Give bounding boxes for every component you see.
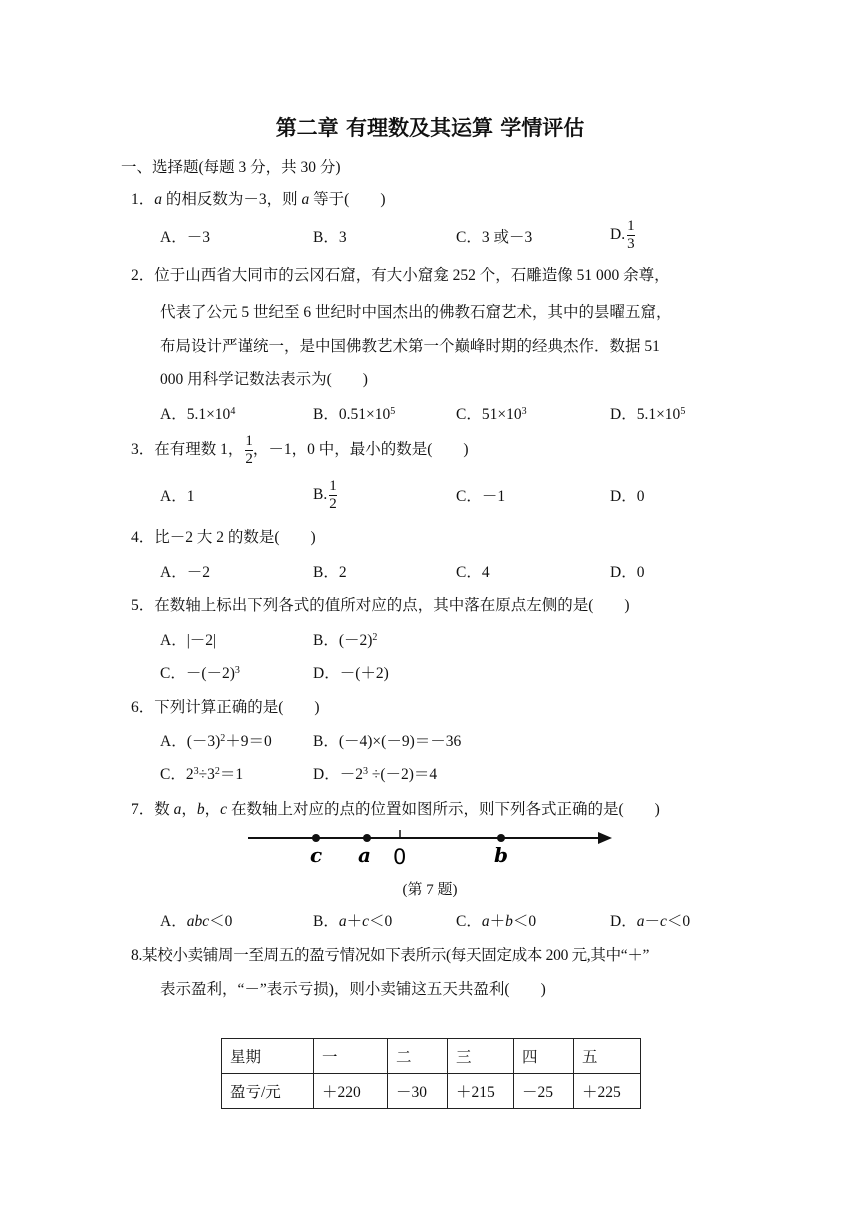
figure-caption: (第 7 题)	[402, 882, 458, 898]
table-cell: 三	[448, 1039, 514, 1074]
q6-option-b: B．(－4)×(－9)＝－36	[313, 733, 462, 750]
table-row	[222, 1039, 641, 1074]
table-cell: 盈亏/元	[222, 1074, 314, 1109]
point-b	[497, 834, 505, 842]
question-2-line-1: 2．位于山西省大同市的云冈石窟，有大小窟龛 252 个，石雕造像 51 000 余尊，	[131, 267, 670, 284]
q7-option-a: A．abc＜0	[160, 913, 233, 930]
question-2-line-2: 代表了公元 5 世纪至 6 世纪时中国杰出的佛教石窟艺术，其中的昙曜五窟，	[160, 304, 672, 321]
label-b: b	[494, 843, 508, 867]
q1-option-c: C．3 或－3	[456, 229, 533, 246]
q3-option-d: D．0	[610, 488, 645, 505]
question-2-line-4: 000 用科学记数法表示为( )	[160, 371, 368, 388]
profit-loss-table	[221, 1038, 641, 1109]
q7-option-d: D．a－c＜0	[610, 913, 691, 930]
q3-option-a: A．1	[160, 488, 195, 505]
label-c: c	[310, 843, 323, 867]
table-cell: －30	[388, 1074, 448, 1109]
table-cell: ＋215	[448, 1074, 514, 1109]
table-cell: 星期	[222, 1039, 314, 1074]
table-cell: －25	[514, 1074, 574, 1109]
q3-option-b: B. $\frac{1}{2}$	[313, 478, 337, 512]
q4-option-c: C．4	[456, 564, 490, 581]
table-cell: ＋220	[314, 1074, 388, 1109]
question-7-stem: 7．数 a，b，c 在数轴上对应的点的位置如图所示，则下列各式正确的是( )	[131, 801, 660, 818]
question-1-stem: 1．a 的相反数为－3，则 a 等于( )	[131, 191, 386, 208]
table-cell: ＋225	[574, 1074, 641, 1109]
q4-option-d: D．0	[610, 564, 645, 581]
q3-option-c: C．－1	[456, 488, 506, 505]
label-zero: 0	[393, 845, 407, 869]
section-heading: 一、选择题(每题 3 分，共 30 分)	[121, 159, 341, 176]
point-c	[312, 834, 320, 842]
table-cell: 二	[388, 1039, 448, 1074]
fraction: $\frac{1}{2}$	[329, 478, 337, 512]
q1-option-b: B．3	[313, 229, 347, 246]
q5-option-a: A．|－2|	[160, 632, 217, 649]
q4-option-b: B．2	[313, 564, 347, 581]
q5-option-c: C．$-(-2)^3$	[160, 665, 240, 682]
q2-option-d: D．$5.1\times 10^5$	[610, 406, 686, 423]
q6-option-c: C．$2^3\div 3^2=1$	[160, 766, 244, 783]
question-2-line-3: 布局设计严谨统一，是中国佛教艺术第一个巅峰时期的经典杰作．数据 51	[160, 338, 660, 355]
q5-option-b: B．$(-2)^2$	[313, 632, 378, 649]
question-8-line-1: 8.某校小卖铺周一至周五的盈亏情况如下表所示(每天固定成本 200 元,其中“＋”	[131, 947, 650, 964]
label-a: a	[358, 843, 371, 867]
question-3-stem: 3．在有理数 1， $\frac{1}{2}$ ，－1，0 中，最小的数是( )	[131, 433, 469, 467]
question-6-stem: 6．下列计算正确的是( )	[131, 699, 320, 716]
page-title: 第二章 有理数及其运算 学情评估	[275, 116, 585, 140]
question-5-stem: 5．在数轴上标出下列各式的值所对应的点，其中落在原点左侧的是( )	[131, 597, 630, 614]
q1-option-d: D. $\frac{1}{3}$	[610, 218, 635, 252]
table-cell: 一	[314, 1039, 388, 1074]
q7-option-b: B．a＋c＜0	[313, 913, 393, 930]
number-line-figure	[240, 824, 620, 872]
point-a	[363, 834, 371, 842]
q7-option-c: C．a＋b＜0	[456, 913, 537, 930]
axis-arrow	[598, 832, 612, 844]
table-cell: 五	[574, 1039, 641, 1074]
fraction: $\frac{1}{3}$	[627, 218, 635, 252]
q2-option-c: C．$51\times 10^3$	[456, 406, 527, 423]
table-row	[222, 1074, 641, 1109]
q1-option-a: A．－3	[160, 229, 210, 246]
q6-option-a: A．$(-3)^2+9=0$	[160, 733, 272, 750]
q2-option-b: B．$0.51\times 10^5$	[313, 406, 396, 423]
question-4-stem: 4．比－2 大 2 的数是( )	[131, 529, 316, 546]
fraction: $\frac{1}{2}$	[245, 433, 253, 467]
q5-option-d: D．－(＋2)	[313, 665, 389, 682]
question-8-line-2: 表示盈利，“－”表示亏损)，则小卖铺这五天共盈利( )	[160, 981, 546, 998]
table-cell: 四	[514, 1039, 574, 1074]
q4-option-a: A．－2	[160, 564, 210, 581]
q6-option-d: D．$-2^3 \div(-2)=4$	[313, 766, 438, 783]
q2-option-a: A．$5.1\times 10^4$	[160, 406, 236, 423]
